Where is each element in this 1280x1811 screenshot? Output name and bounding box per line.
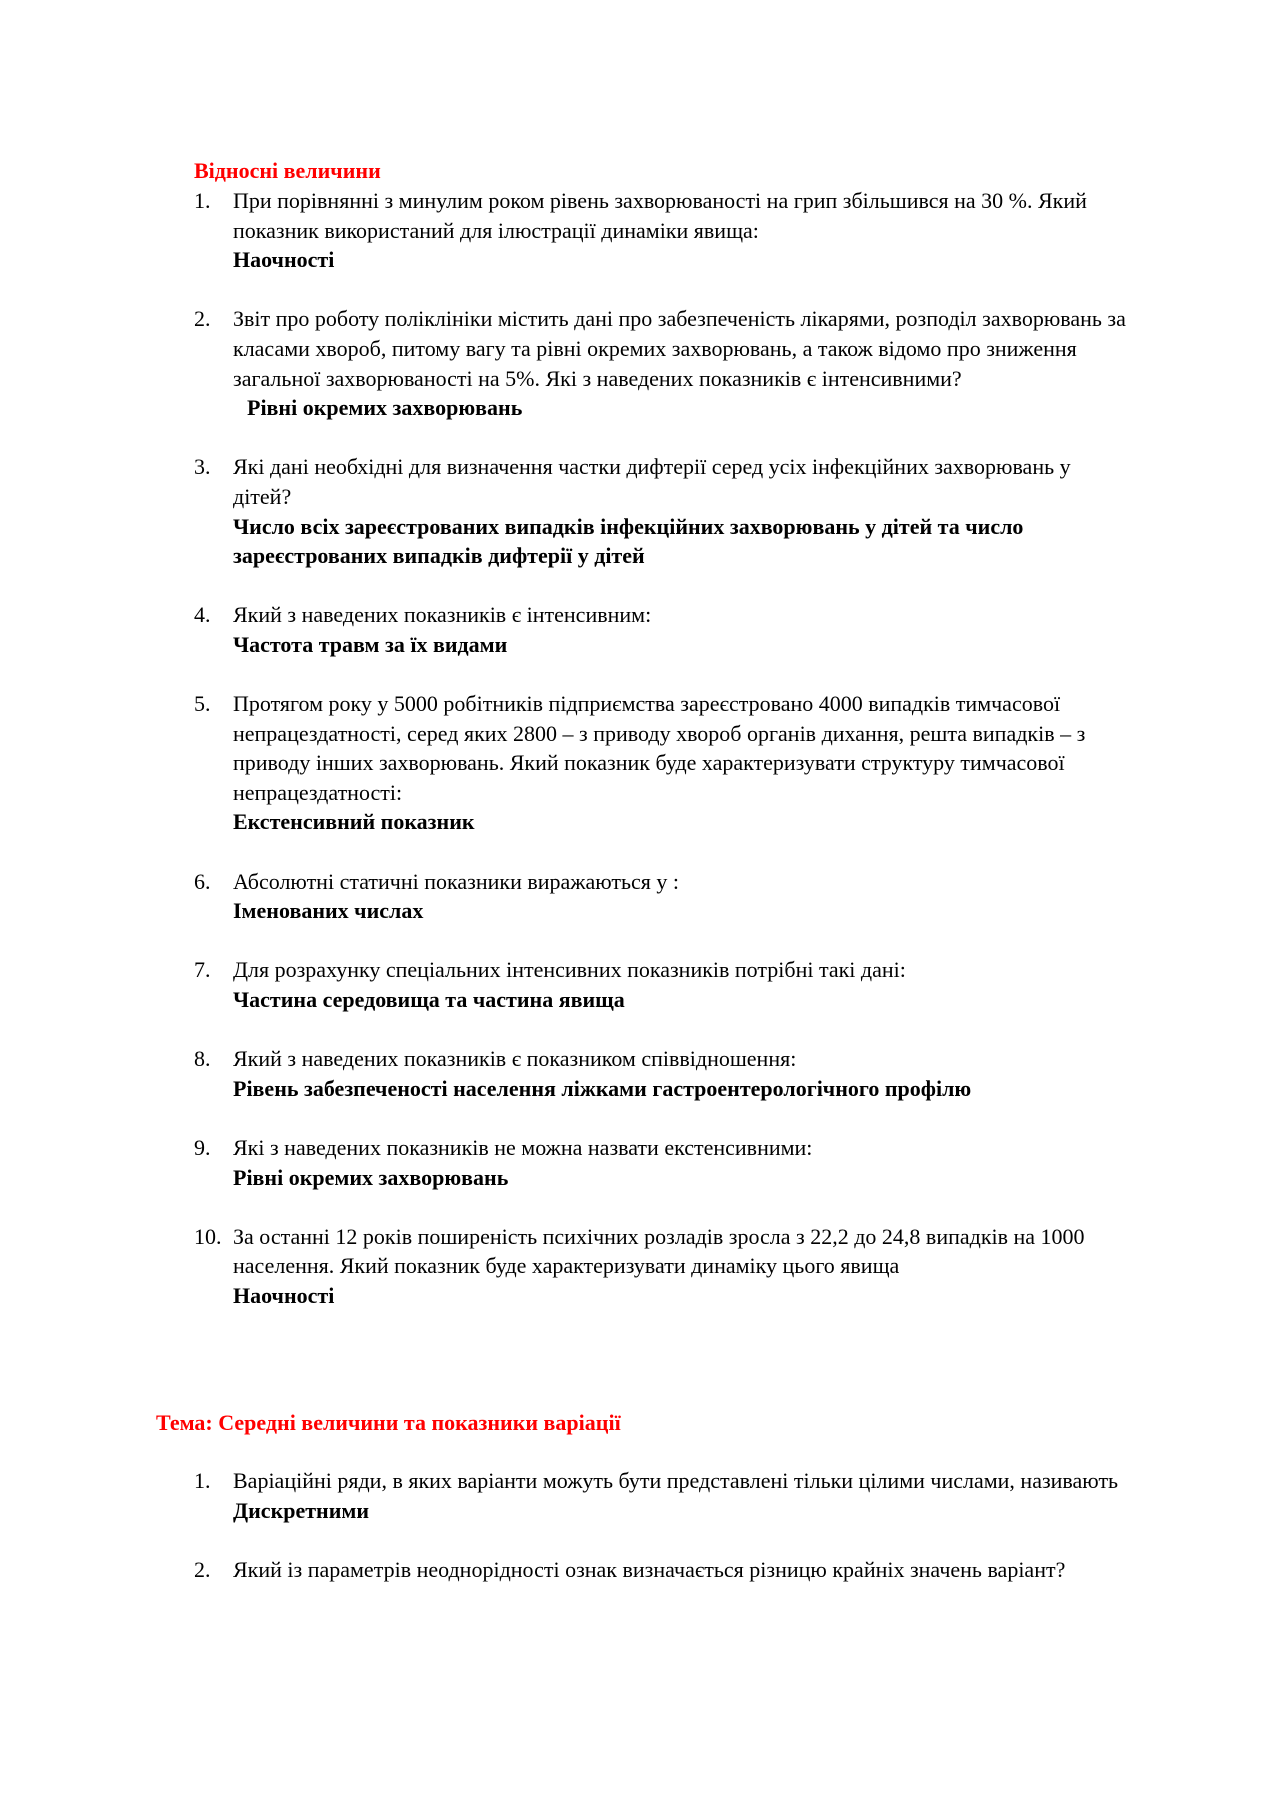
answer-text: Іменованих числах: [233, 898, 424, 924]
answer-text: Дискретними: [233, 1497, 370, 1523]
question-item: [194, 304, 1134, 422]
question-item: [194, 1466, 1134, 1525]
question-item: [194, 867, 1134, 926]
answer-text: Частина середовища та частина явища: [233, 987, 625, 1013]
question-text: Який із параметрів неоднорідності ознак визначається різницю крайніх значень варіант?: [233, 1556, 1066, 1582]
question-number: 3.: [194, 454, 211, 480]
question-number: 4.: [194, 602, 211, 628]
question-number: 1.: [194, 188, 211, 213]
question-text: Який з наведених показників є інтенсивним:: [233, 602, 652, 628]
question-text: Абсолютні статичні показники виражаються у :: [233, 868, 680, 894]
question-item: [194, 689, 1134, 837]
section-heading-relative-values: Відносні величини: [194, 158, 381, 183]
answer-text: Рівні окремих захворювань: [247, 395, 523, 421]
question-text: За останні 12 років поширеність психічних розладів зросла з 22,2 до 24,8 випадків на 1000 населення. Який показник буде характеризувати динаміку цього явища: [233, 1223, 1085, 1279]
question-text: Який з наведених показників є показником співвідношення:: [233, 1046, 797, 1072]
question-text: Варіаційні ряди, в яких варіанти можуть бути представлені тільки цілими числами, називають: [233, 1468, 1119, 1493]
question-number: 8.: [194, 1046, 211, 1072]
question-item: [194, 452, 1134, 570]
question-item: [194, 1222, 1134, 1311]
answer-text: Число всіх зареєстрованих випадків інфекційних захворювань у дітей та число зареєстрованих випадків дифтерії у дітей: [233, 513, 1024, 569]
question-number: 1.: [194, 1468, 211, 1493]
section-heading-averages: Тема: Середні величини та показники варіації: [156, 1410, 621, 1435]
question-number: 9.: [194, 1135, 211, 1160]
answer-text: Наочності: [233, 1282, 335, 1308]
question-item: [194, 186, 1134, 275]
question-number: 6.: [194, 868, 211, 894]
question-text: Для розрахунку спеціальних інтенсивних показників потрібні такі дані:: [233, 957, 906, 983]
question-item: [194, 955, 1134, 1014]
answer-text: Наочності: [233, 247, 335, 273]
question-list-relative-values: [194, 186, 1134, 1340]
question-text: При порівнянні з минулим роком рівень захворюваності на грип збільшився на 30 %. Який показник використаний для ілюстрації динаміки явища:: [233, 188, 1087, 243]
question-number: 5.: [194, 691, 211, 717]
question-number: 2.: [194, 306, 211, 332]
question-item: [194, 1555, 1134, 1585]
answer-text: Рівні окремих захворювань: [233, 1164, 509, 1190]
question-text: Які дані необхідні для визначення частки дифтерії серед усіх інфекційних захворювань у дітей?: [233, 454, 1071, 509]
question-text: Які з наведених показників не можна назвати екстенсивними:: [233, 1135, 813, 1160]
question-number: 7.: [194, 957, 211, 983]
question-number: 10.: [194, 1223, 222, 1249]
question-text: Протягом року у 5000 робітників підприємства зареєстровано 4000 випадків тимчасової непрацездатності, серед яких 2800 – з приводу хвороб органів дихання, решта випадків – з приводу інших захворювань. Який показник буде характеризувати структуру тимчасової непрацездатності:: [233, 691, 1086, 805]
question-number: 2.: [194, 1556, 211, 1582]
answer-text: Частота травм за їх видами: [233, 631, 508, 657]
question-item: [194, 1044, 1134, 1103]
answer-text: Рівень забезпеченості населення ліжками гастроентерологічного профілю: [233, 1075, 972, 1101]
answer-text: Екстенсивний показник: [233, 809, 475, 835]
question-list-averages: [194, 1466, 1134, 1614]
question-item: [194, 600, 1134, 659]
question-item: [194, 1133, 1134, 1192]
question-text: Звіт про роботу поліклініки містить дані про забезпеченість лікарями, розподіл захворювань за класами хвороб, питому вагу та рівні окремих захворювань, а також відомо про зниження загальної захворюваності на 5%. Які з наведених показників є інтенсивними?: [233, 306, 1126, 391]
